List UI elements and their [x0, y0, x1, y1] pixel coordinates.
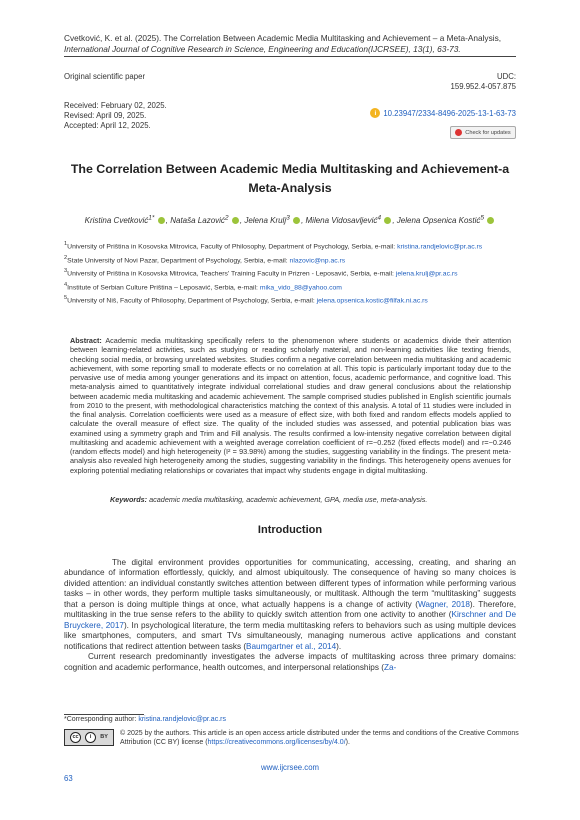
article-title: The Correlation Between Academic Media Multitasking and Achievement-a Meta-Analysis	[70, 162, 510, 195]
citation-link[interactable]: Baumgartner et al., 2014	[246, 641, 337, 651]
check-for-updates-badge[interactable]	[450, 126, 516, 139]
accepted-date: Accepted: April 12, 2025.	[64, 121, 151, 130]
orcid-icon[interactable]	[158, 217, 165, 224]
author-1: Kristina Cvetković$^{1*}$ ,	[84, 214, 171, 225]
check-updates-icon	[455, 129, 462, 136]
author-list	[64, 214, 516, 225]
doi-link[interactable]	[370, 108, 516, 118]
keywords	[110, 495, 520, 504]
abstract-label: Abstract:	[70, 336, 102, 345]
running-head-citation: Cvetković, K. et al. (2025). The Correlation Between Academic Media Multitasking and Achievement – a Meta-Analysis,	[64, 33, 502, 43]
cc-by-text: BY	[100, 734, 108, 740]
license-url-link[interactable]: https://creativecommons.org/licenses/by/4.0/	[207, 739, 346, 746]
section-heading-introduction: Introduction	[257, 524, 323, 536]
footnote-divider	[64, 714, 144, 715]
author-3: Jelena Krulj$^3$ ,	[244, 214, 306, 225]
intro-paragraph-1: The digital environment provides opportunities for communicating, accessing, creating, and sharing an abundance of information effortlessly, quickly, and almost ubiquitously. The consequence of having so many choices is divided attention: an individual constantly switches attention between different types of information while performing various tasks – in other words, they perform multiple tasks simultaneously, or multitask. Although the term “multitasking” suggests that a person is doing multiple things at once, what actually happens is a change of activity (Wagner, 2018). Therefore, multitasking in the true sense refers to the ability to quickly switch attention from one activity to another (Kirschner and De Bruyckere, 2017). In psychological literature, the term media multitasking refers to behaviors such as using multiple devices like smartphones, computers, and smart TVs simultaneously, managing numerous active applications and constant notifications that redirect attention between tasks (Baumgartner et al., 2014).	[64, 558, 517, 651]
affiliation-4: $^4$Institute of Serbian Culture Priština – Leposavić, Serbia, e-mail: mika_vido_88@yahoo.com	[64, 281, 342, 291]
license-text: © 2025 by the authors. This article is an open access article distributed under the terms and conditions of the Creative Commons Attribution (CC BY) license (https://creativecommons.org/licenses/by/4.0/).	[120, 730, 519, 746]
affiliation-2: $^2$State University of Novi Pazar, Department of Psychology, Serbia, e-mail: nlazovic@np.ac.rs	[64, 254, 346, 264]
keywords-label: Keywords:	[110, 495, 148, 504]
email-link[interactable]: jelena.opsenica.kostic@filfak.ni.ac.rs	[316, 297, 428, 305]
affiliation-1: $^1$University of Priština in Kosovska Mitrovica, Faculty of Philosophy, Department of Psychology, Serbia, e-mail: kristina.randjelovic@pr.ac.rs	[64, 241, 483, 251]
affiliation-3: $^3$University of Priština in Kosovska Mitrovica, Teachers' Training Faculty in Prizren - Leposavić, Serbia, e-mail: jelena.krulj@pr.ac.rs	[64, 268, 458, 278]
cc-by-license-icon[interactable]	[64, 729, 114, 746]
author-4: Milena Vidosavljević$^4$ ,	[305, 214, 397, 225]
corresponding-author: *Corresponding author: kristina.randjelovic@pr.ac.rs	[64, 716, 226, 723]
abstract-text: Academic media multitasking specifically refers to the phenomenon where students or academics divide their attention between learning-related activities, such as studying or reading scholarly material, and non-learning activities like texting friends, checking social media, or browsing unrelated websites. Studies confirm a negative correlation between media multitasking and academic achievement, with some reporting small to moderate effects or no correlation at all. This topic is particularly important today due to the pervasive use of media among younger generations and its impact on attention, focus, academic performance, and cognitive load. This meta-analysis aimed to quantitatively integrate individual correlational studies and draw general conclusions about the relationship between academic media multitasking and academic achievement. The sample comprised studies published in English scientific journals from 2010 to the present, with methodological characteristics matching the context of this analysis. A total of 11 studies were included in the final analysis. Correlation coefficients were used as a measure of effect size, with both fixed and random effects models applied to calculate the overall measure of effect size. The quality of the included studies was assessed, and potential publication bias was examined using a symmetry graph and Trim and Fill analysis. The results confirmed a low-intensity negative correlation between digital multitasking and academic achievement with a weighted average correlation coefficient of r=−0.252 (fixed effects model) and r=−0.246 (random effects model) and high heterogeneity (I² = 93.98%) among the studies, suggesting variability in the findings. The present meta-analysis also revealed high heterogeneity among the studies, suggesting variability in the findings. This heterogeneity opens avenues for exploring potential mediating relationships or covariates that impact why students engage in digital multitasking.	[70, 336, 511, 475]
running-head	[64, 33, 519, 54]
email-link[interactable]: nlazovic@np.ac.rs	[289, 256, 346, 264]
journal-website-link[interactable]: www.ijcrsee.com	[260, 763, 320, 772]
orcid-icon[interactable]	[232, 217, 239, 224]
attribution-icon: i	[85, 732, 96, 743]
corresponding-email-link[interactable]: kristina.randjelovic@pr.ac.rs	[138, 716, 226, 723]
orcid-icon[interactable]	[293, 217, 300, 224]
running-head-journal: International Journal of Cognitive Research in Science, Engineering and Education(IJCRSEE), 13(1), 63-73.	[64, 43, 461, 54]
author-5: Jelena Opsenica Kostić$^5$	[397, 216, 496, 225]
doi-icon: i	[370, 108, 380, 118]
check-updates-label: Check for updates	[465, 129, 511, 136]
affiliations	[64, 239, 524, 307]
article-dates	[64, 101, 167, 131]
affiliation-5: $^5$University of Niš, Faculty of Philosophy, Department of Psychology, Serbia, e-mail: jelena.opsenica.kostic@filfak.ni.ac.rs	[64, 295, 428, 305]
introduction-body	[64, 558, 516, 673]
citation-link[interactable]: Za-	[383, 662, 397, 672]
received-date: Received: February 02, 2025.	[64, 101, 167, 110]
keywords-text: academic media multitasking, academic achievement, GPA, media use, meta-analysis.	[149, 495, 428, 504]
intro-paragraph-2: Current research predominantly investigates the adverse impacts of multitasking across three primary domains: cognition and academic performance, health outcomes, and interpersonal relationships (Za-	[64, 652, 516, 672]
paper-type: Original scientific paper	[64, 72, 146, 81]
abstract	[70, 336, 511, 475]
doi-text[interactable]: 10.23947/2334-8496-2025-13-1-63-73	[383, 108, 516, 118]
revised-date: Revised: April 09, 2025.	[64, 111, 147, 120]
license-block	[64, 729, 524, 747]
citation-link[interactable]: Wagner, 2018	[417, 599, 470, 609]
email-link[interactable]: mika_vido_88@yahoo.com	[259, 283, 342, 291]
udc-block	[451, 72, 516, 92]
orcid-icon[interactable]	[384, 217, 391, 224]
page-number: 63	[64, 774, 73, 783]
udc-label: UDC:	[496, 72, 516, 81]
udc-value: 159.952.4-057.875	[450, 82, 516, 91]
email-link[interactable]: kristina.randjelovic@pr.ac.rs	[397, 243, 483, 251]
article-meta-left	[64, 72, 167, 131]
header-divider	[64, 56, 516, 57]
author-2: Nataša Lazović$^2$ ,	[170, 214, 245, 225]
citation-link[interactable]: Kirschner and De Bruyckere, 2017	[64, 610, 516, 630]
orcid-icon[interactable]	[487, 217, 494, 224]
email-link[interactable]: jelena.krulj@pr.ac.rs	[395, 270, 458, 278]
creative-commons-icon: cc	[70, 732, 81, 743]
